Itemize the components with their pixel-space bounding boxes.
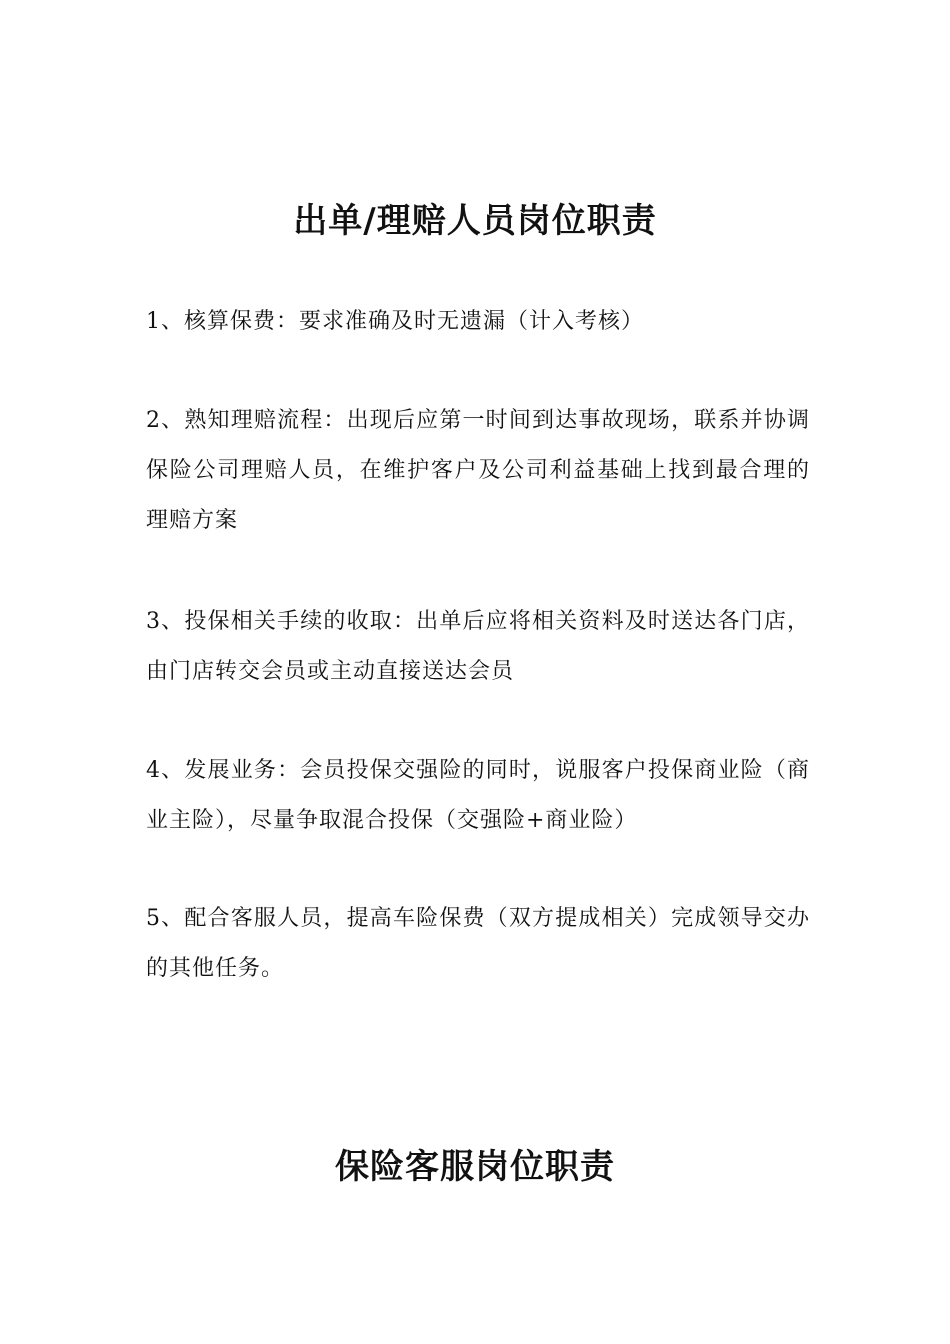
- duty-item-4: 4、发展业务：会员投保交强险的同时，说服客户投保商业险（商业主险），尽量争取混合投保（交强险+商业险）: [146, 758, 810, 833]
- duty-item-5: 5、配合客服人员，提高车险保费（双方提成相关）完成领导交办的其他任务。: [146, 906, 810, 981]
- duty-item-3: 3、投保相关手续的收取：出单后应将相关资料及时送达各门店，由门店转交会员或主动直接送达会员: [146, 609, 810, 684]
- duty-item-1: 1、核算保费：要求准确及时无遗漏（计入考核）: [146, 309, 644, 334]
- section-title-claims-staff: 出单/理赔人员岗位职责: [293, 200, 657, 241]
- duty-item-2: 2、熟知理赔流程：出现后应第一时间到达事故现场，联系并协调保险公司理赔人员，在维护客户及公司利益基础上找到最合理的理赔方案: [146, 408, 810, 533]
- section-title-customer-service: 保险客服岗位职责: [335, 1146, 615, 1187]
